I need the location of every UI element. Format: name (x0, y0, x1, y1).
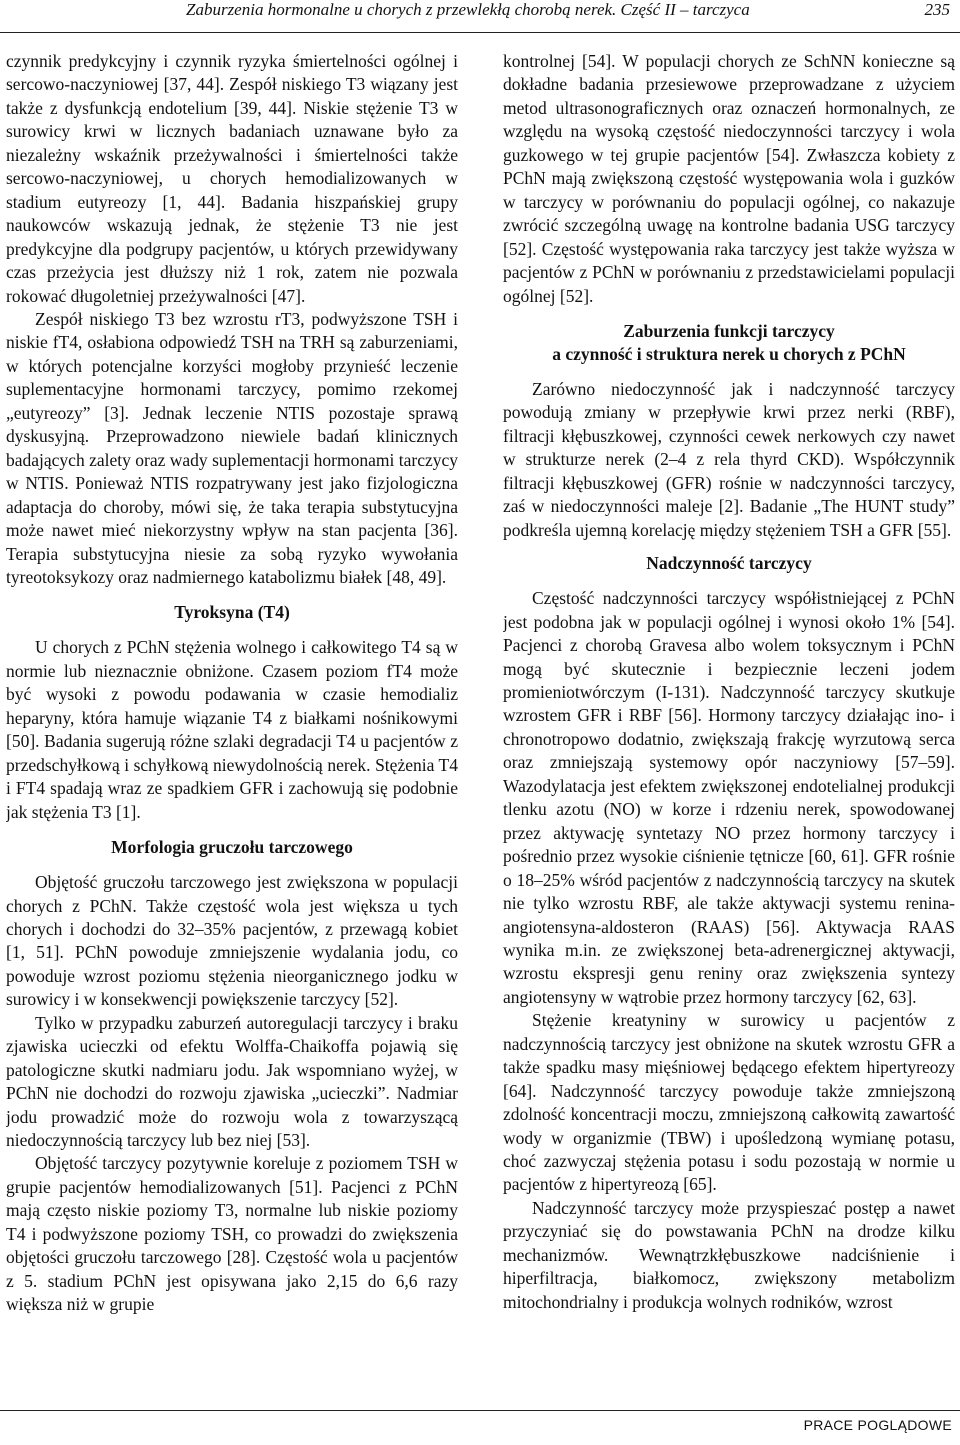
paragraph: U chorych z PChN stężenia wolnego i całkowitego T4 są w normie lub nieznacznie obniżone. Czasem poziom fT4 może być wysoki z powodu podawania w czasie hemodializ heparyny, która hamuje wiązanie T4 z białkami nośnikowymi [50]. Badania sugerują różne szlaki degradacji T4 u pacjentów z przedschyłkową i schyłkową niewydolnością nerek. Stężenia T4 i FT4 spadają wraz ze spadkiem GFR i zachowują się podobnie jak stężenia T3 [1]. (6, 637, 458, 822)
running-footer (0, 1410, 960, 1445)
page-number: 235 (924, 0, 950, 19)
paragraph: Częstość nadczynności tarczycy współistniejącej z PChN jest podobna jak w populacji ogólnej i wynosi około 1% [54]. Pacjenci z chorobą Gravesa albo wolem toksycznym i PChN mogą być skutecznie i bezpiecznie leczeni jodem promieniotwórczym (I-131). Nadczynność tarczycy skutkuje wzrostem GFR i RBF [56]. Hormony tarczycy działając ino- i chronotropowo dodatnio, zwiększają frakcję wyrzutową serca oraz zmniejszają systemowy opór naczyniowy [57–59]. Wazodylatacja jest efektem zwiększonej endotelialnej produkcji tlenku azotu (NO) w korze i rdzeniu nerek, spowodowanej przez aktywację syntetazy NO przez hormony tarczycy i pośrednio przez wysokie ciśnienie tętnicze [60, 61]. GFR rośnie o 18–25% wśród pacjentów z nadczynnością tarczycy na skutek nie tylko wzrostu RBF, ale także aktywacji systemu renina-angiotensyna-aldosteron (RAAS) [56]. Aktywacja RAAS wynika m.in. ze zwiększonej beta-adrenergicznej aktywacji, wzrostu ekspresji genu reniny oraz zwiększenia syntezy angiotensyny w wątrobie przez hormony tarczycy [62, 63]. (503, 588, 955, 1007)
running-header (0, 0, 960, 33)
right-column (503, 50, 955, 1395)
section-heading-zaburzenia (503, 320, 955, 366)
section-label: PRACE POGLĄDOWE (803, 1417, 952, 1433)
heading-line: a czynność i struktura nerek u chorych z PChN (552, 343, 906, 364)
paragraph: Nadczynność tarczycy może przyspieszać postęp a nawet przyczyniać się do powstawania PChN na drodze kilku mechanizmów. Wewnątrzkłębuszkowe nadciśnienie i hiperfiltracja, białkomocz, zwiększony metabolizm mitochondrialny i produkcja wolnych rodników, wzrost (503, 1197, 955, 1312)
paragraph: Tylko w przypadku zaburzeń autoregulacji tarczycy i braku zjawiska ucieczki od efektu Wolffa-Chaikoffa pojawią się patologiczne skutki nadmiaru jodu. Jak wspomniano wyżej, w PChN nie dochodzi do rozwoju zjawiska „ucieczki”. Nadmiar jodu prowadzić może do rozwoju wola z towarzyszącą niedoczynnością tarczycy lub bez niej [53]. (6, 1012, 458, 1151)
paragraph: Objętość tarczycy pozytywnie koreluje z poziomem TSH w grupie pacjentów hemodializowanych [51]. Pacjenci z PChN mają często niskie poziomy T3, normalne lub niskie poziomy T4 i podwyższone poziomy TSH, co prowadzi do zwiększenia objętości gruczołu tarczowego [28]. Częstość wola u pacjentów z 5. stadium PChN jest opisywana jako 2,15 do 6,6 razy większa niż w grupie (6, 1153, 458, 1315)
paragraph: Objętość gruczołu tarczowego jest zwiększona w populacji chorych z PChN. Także częstość wola jest większa u tych chorych i dochodzi do 32–35% pacjentów, z przewagą kobiet [1, 51]. PChN powoduje zmniejszenie wydalania jodu, co powoduje wzrost poziomu stężenia nieorganicznego jodku w surowicy i w konsekwencji powiększenie tarczycy [52]. (6, 872, 458, 1010)
section-heading-tyroksyna: Tyroksyna (T4) (174, 602, 290, 623)
running-title: Zaburzenia hormonalne u chorych z przewlekłą chorobą nerek. Część II – tarczyca (186, 0, 750, 19)
heading-line: Zaburzenia funkcji tarczycy (623, 320, 835, 341)
paragraph: Zespół niskiego T3 bez wzrostu rT3, podwyższone TSH i niskie fT4, osłabiona odpowiedź TSH na TRH są zaburzeniami, w których potencjalne korzyści mogłoby przynieść leczenie suplementacyjne hormonami tarczycy, pomimo rzekomej „eutyreozy” [3]. Jednak leczenie NTIS pozostaje sprawą dyskusyjną. Przeprowadzono niewiele badań klinicznych badających zalety oraz wady suplementacji hormonami tarczycy w NTIS. Ponieważ NTIS rozpatrywany jest jako fizjologiczna adaptacja do choroby, mówi się, że taka terapia substytucyjna może nawet mieć niekorzystny wpływ na stan pacjenta [36]. Terapia substytucyjna niesie za sobą ryzyko wywołania tyreotoksykozy oraz nadmiernego katabolizmu białek [48, 49]. (6, 308, 458, 587)
paragraph: czynnik predykcyjny i czynnik ryzyka śmiertelności ogólnej i sercowo-naczyniowej [37, 44]. Zespół niskiego T3 wiązany jest także z dysfunkcją endotelium [39, 44]. Niskie stężenie T3 w surowicy krwi w licznych badaniach uznawane było za niezależny wskaźnik przeżywalności i śmiertelności także sercowo-naczyniowej, u chorych hemodializowanych w stadium eutyreozy [1, 44]. Badania hiszpańskiej grupy naukowców wskazują jednak, że stężenie T3 nie jest predykcyjne dla podgrupy pacjentów, u których przewidywany czas przeżycia jest dłuższy niż 1 rok, zatem nie pozwala rokować długoletniej przeżywalności [47]. (6, 51, 458, 306)
paragraph: Stężenie kreatyniny w surowicy u pacjentów z nadczynnością tarczycy jest obniżone na skutek wzrostu GFR a także spadku masy mięśniowej będącego efektem hipertyreozy [64]. Nadczynność tarczycy powoduje także zmniejszoną zdolność koncentracji moczu, zmniejszoną całkowitą zawartość wody w organizmie (TBW) i upośledzoną wymianę potasu, choć zazwyczaj stężenia potasu i sodu pozostają w normie u pacjentów z hipertyreozą [65]. (503, 1010, 955, 1195)
left-column (6, 50, 458, 1395)
paragraph: Zarówno niedoczynność jak i nadczynność tarczycy powodują zmiany w przepływie krwi przez nerki (RBF), filtracji kłębuszkowej, czynności cewek nerkowych czy nawet w strukturze nerek (2–4 z rela thyrd CKD). Współczynnik filtracji kłębuszkowej (GFR) rośnie w nadczynności tarczycy, zaś w niedoczynności maleje [2]. Badanie „The HUNT study” podkreśla ujemną korelację między stężeniem TSH a GFR [55]. (503, 378, 955, 540)
section-heading-morfologia: Morfologia gruczołu tarczowego (111, 837, 353, 858)
section-heading-nadczynnosc: Nadczynność tarczycy (646, 553, 812, 574)
paragraph: kontrolnej [54]. W populacji chorych ze SchNN konieczne są dokładne badania przesiewowe przeprowadzane z użyciem metod ultrasonograficznych oraz oznaczeń hormonalnych, ze względu na wysoką częstość niedoczynności tarczycy i wola guzkowego w tej grupie pacjentów [54]. Zwłaszcza kobiety z PChN mają zwiększoną częstość występowania wola i guzków w tarczycy w porównaniu do populacji ogólnej, co nakazuje zwrócić szczególną uwagę na kontrolne badania USG tarczycy [52]. Częstość występowania raka tarczycy jest także wyższa w pacjentów z PChN w porównaniu z przedstawicielami populacji ogólnej [52]. (503, 51, 955, 306)
